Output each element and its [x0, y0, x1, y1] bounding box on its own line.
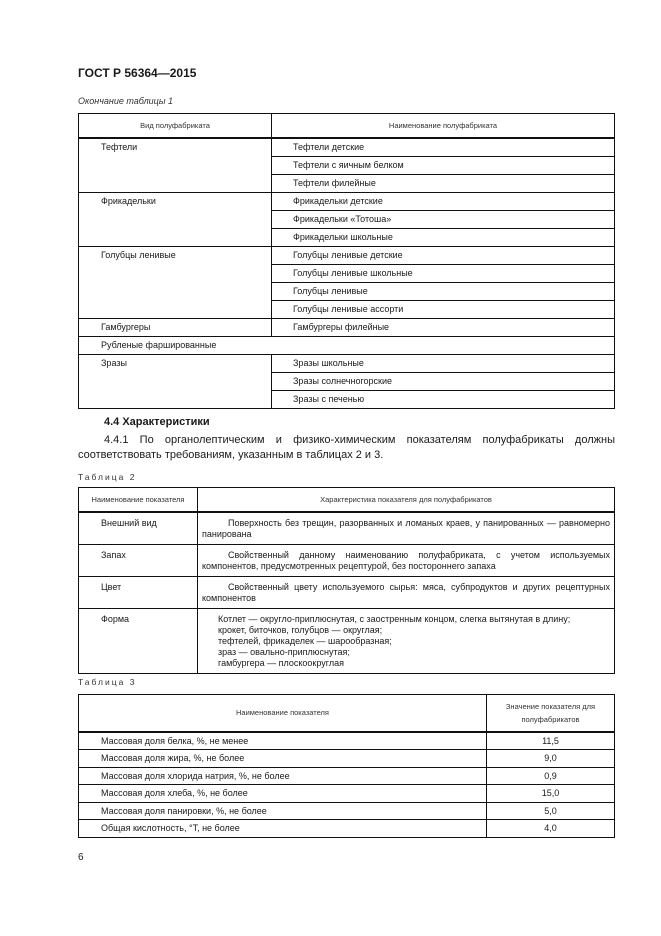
item-cell: Тефтели с яичным белком — [272, 156, 615, 174]
indicator-value: 11,5 — [487, 732, 615, 750]
table3 — [78, 694, 615, 838]
item-cell: Фрикадельки школьные — [272, 228, 615, 246]
indicator-description — [198, 576, 615, 608]
indicator-description — [198, 544, 615, 576]
table-row — [79, 336, 615, 354]
item-cell: Тефтели филейные — [272, 174, 615, 192]
document-code: ГОСТ Р 56364—2015 — [78, 66, 197, 80]
indicator-description — [198, 512, 615, 545]
table-row — [79, 544, 615, 576]
item-cell: Тефтели детские — [272, 138, 615, 157]
table2-header-desc: Характеристика показателя для полуфабрикатов — [198, 488, 615, 512]
item-cell: Голубцы ленивые — [272, 282, 615, 300]
table3-caption: Таблица 3 — [78, 677, 137, 687]
section-title: 4.4 Характеристики — [104, 416, 210, 428]
table-row — [79, 820, 615, 838]
item-cell: Гамбургеры филейные — [272, 318, 615, 336]
table2-header-name: Наименование показателя — [79, 488, 198, 512]
table-row — [79, 138, 615, 157]
indicator-name: Массовая доля хлеба, %, не более — [79, 785, 487, 803]
table-row — [79, 246, 615, 264]
table-row — [79, 512, 615, 545]
item-cell: Голубцы ленивые школьные — [272, 264, 615, 282]
table1 — [78, 113, 615, 409]
section-paragraph: 4.4.1 По органолептическим и физико-химическим показателям полуфабрикаты должны соответствовать требованиям, указанным в таблицах 2 и 3. — [78, 434, 615, 461]
table-row — [79, 354, 615, 372]
indicator-value: 4,0 — [487, 820, 615, 838]
kind-cell: Тефтели — [79, 138, 272, 193]
indicator-name: Запах — [79, 544, 198, 576]
kind-cell: Голубцы ленивые — [79, 246, 272, 318]
kind-cell: Рубленые фаршированные — [79, 336, 615, 354]
table1-header-kind: Вид полуфабриката — [79, 114, 272, 138]
table1-header-name: Наименование полуфабриката — [272, 114, 615, 138]
description-line: крокет, биточков, голубцов — округлая; — [218, 624, 383, 635]
table-row — [79, 802, 615, 820]
table-row — [79, 750, 615, 768]
indicator-description — [198, 608, 615, 673]
table-row — [79, 608, 615, 673]
indicator-name: Внешний вид — [79, 512, 198, 545]
kind-cell: Зразы — [79, 354, 272, 408]
table3-header-name: Наименование показателя — [79, 695, 487, 732]
indicator-name: Массовая доля хлорида натрия, %, не более — [79, 767, 487, 785]
table2-caption: Таблица 2 — [78, 472, 137, 482]
item-cell: Фрикадельки «Тотоша» — [272, 210, 615, 228]
table-row — [79, 192, 615, 210]
indicator-name: Массовая доля белка, %, не менее — [79, 732, 487, 750]
indicator-value: 9,0 — [487, 750, 615, 768]
kind-cell: Гамбургеры — [79, 318, 272, 336]
item-cell: Голубцы ленивые детские — [272, 246, 615, 264]
description-line: Поверхность без трещин, разорванных и ломаных краев, у панированных — равномерно панирована — [202, 517, 610, 539]
indicator-value: 5,0 — [487, 802, 615, 820]
kind-cell: Фрикадельки — [79, 192, 272, 246]
table-row — [79, 576, 615, 608]
indicator-value: 15,0 — [487, 785, 615, 803]
table-row — [79, 767, 615, 785]
indicator-name: Массовая доля панировки, %, не более — [79, 802, 487, 820]
table2 — [78, 487, 615, 674]
indicator-name: Общая кислотность, °Т, не более — [79, 820, 487, 838]
description-line: тефтелей, фрикаделек — шарообразная; — [218, 635, 392, 646]
description-line: Свойственный цвету используемого сырья: мяса, субпродуктов и других рецептурных компонентов — [202, 581, 610, 603]
table1-caption: Окончание таблицы 1 — [78, 96, 173, 106]
page-number: 6 — [78, 852, 84, 863]
indicator-value: 0,9 — [487, 767, 615, 785]
indicator-name: Форма — [79, 608, 198, 673]
indicator-name: Цвет — [79, 576, 198, 608]
table-row — [79, 318, 615, 336]
indicator-name: Массовая доля жира, %, не более — [79, 750, 487, 768]
description-line: Свойственный данному наименованию полуфабриката, с учетом используемых компонентов, предусмотренных рецептурой, без постороннего запаха — [202, 549, 610, 571]
item-cell: Зразы с печенью — [272, 390, 615, 408]
table-row — [79, 785, 615, 803]
description-line: зраз — овально-приплюснутая; — [218, 646, 350, 657]
description-line: Котлет — округло-приплюснутая, с заостренным концом, слегка вытянутая в длину; — [218, 613, 571, 624]
item-cell: Зразы солнечногорские — [272, 372, 615, 390]
item-cell: Фрикадельки детские — [272, 192, 615, 210]
table3-header-value: Значение показателя для полуфабрикатов — [487, 695, 615, 732]
description-line: гамбургера — плоскоокруглая — [218, 657, 344, 668]
item-cell: Зразы школьные — [272, 354, 615, 372]
table-row — [79, 732, 615, 750]
item-cell: Голубцы ленивые ассорти — [272, 300, 615, 318]
